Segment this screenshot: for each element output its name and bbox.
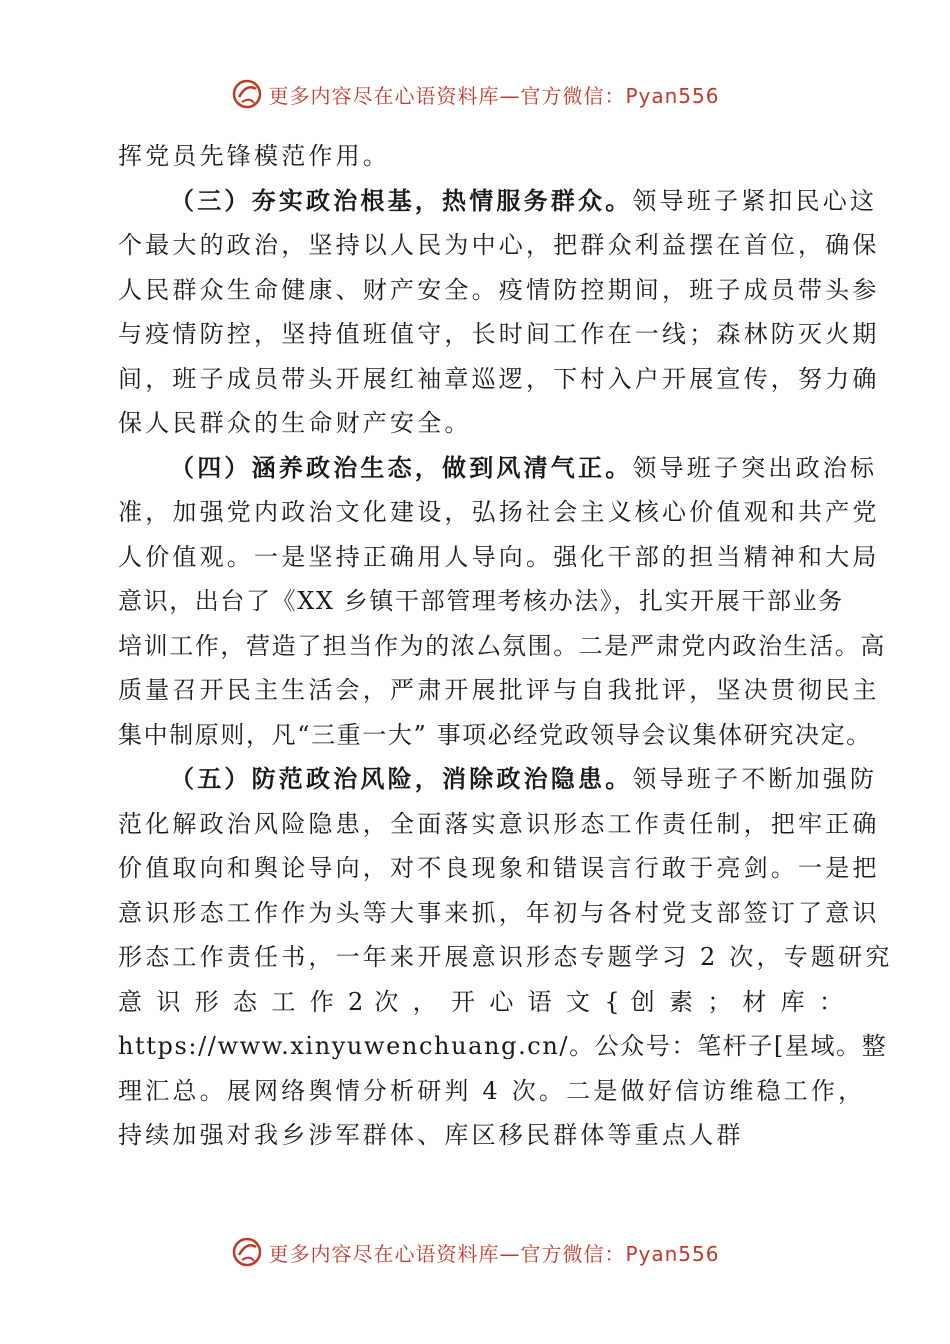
text-line: 间，班子成员带头开展红袖章巡逻，下村入户开展宣传，努力确 <box>118 364 880 393</box>
text-line: 集中制原则，凡“三重一大” 事项必经党政领导会议集体研究决定。 <box>118 720 872 749</box>
watermark-text: 更多内容尽在心语资料库—官方微信：Pyan556 <box>268 1241 720 1266</box>
text-line: 意 识 形 态 工 作 2 次 ， 开 心 语 文 { 创 素 ； 材 库 ： <box>118 987 843 1016</box>
watermark-text: 更多内容尽在心语资料库—官方微信：Pyan556 <box>268 83 720 108</box>
brand-logo-icon <box>230 77 264 111</box>
text-line: 挥党员先锋模范作用。 <box>118 142 390 170</box>
text-line: 意识，出台了《XX 乡镇干部管理考核办法》，扎实开展干部业务 <box>118 587 844 615</box>
text-line: 范化解政治风险隐患，全面落实意识形态工作责任制，把牢正确 <box>118 809 880 838</box>
section-heading: （四）涵养政治生态，做到风清气正。 <box>170 453 633 482</box>
text-line: 质量召开民主生活会，严肃开展批评与自我批评，坚决贯彻民主 <box>118 676 880 704</box>
text-line: 与疫情防控，坚持值班值守，长时间工作在一线；森林防灭火期 <box>118 320 880 348</box>
section-heading-line: （四）涵养政治生态，做到风清气正。领导班子突出政治标 <box>170 453 878 482</box>
text-line: 培训工作，营造了担当作为的浓厶氛围。二是严肃党内政治生活。高 <box>118 631 886 660</box>
header-watermark <box>0 74 950 114</box>
text-line: 准，加强党内政治文化建设，弘扬社会主义核心价值观和共产党 <box>118 498 880 526</box>
section-heading: （三）夯实政治根基，热情服务群众。 <box>170 186 633 215</box>
text-line: 意识形态工作作为头等大事来抓，年初与各村党支部签订了意识 <box>118 898 880 927</box>
brand-logo-icon <box>230 1235 264 1269</box>
section-heading: （五）防范政治风险，消除政治隐患。 <box>170 765 633 793</box>
document-body <box>118 134 893 1158</box>
section-heading-line: （五）防范政治风险，消除政治隐患。领导班子不断加强防 <box>170 765 878 793</box>
url-line: https://www.xinyuwenchuang.cn/。公众号：笔杆子[星域。整 <box>118 1032 888 1060</box>
text-line: 保人民群众的生命财产安全。 <box>118 409 472 437</box>
text-line: 形态工作责任书，一年来开展意识形态专题学习 2 次，专题研究 <box>118 943 893 971</box>
text-line: 人价值观。一是坚持正确用人导向。强化干部的担当精神和大局 <box>118 542 880 571</box>
footer-watermark <box>0 1232 950 1272</box>
text-line: 人民群众生命健康、财产安全。疫情防控期间，班子成员带头参 <box>118 275 880 304</box>
section-heading-line: （三）夯实政治根基，热情服务群众。领导班子紧扣民心这 <box>170 186 878 215</box>
text-line: 持续加强对我乡涉军群体、库区移民群体等重点人群 <box>118 1121 744 1149</box>
text-line: 个最大的政治，坚持以人民为中心，把群众利益摆在首位，确保 <box>118 231 880 259</box>
text-line: 理汇总。展网络舆情分析研判 4 次。二是做好信访维稳工作， <box>118 1076 866 1105</box>
text-line: 价值取向和舆论导向，对不良现象和错误言行敢于亮剑。一是把 <box>118 854 880 882</box>
